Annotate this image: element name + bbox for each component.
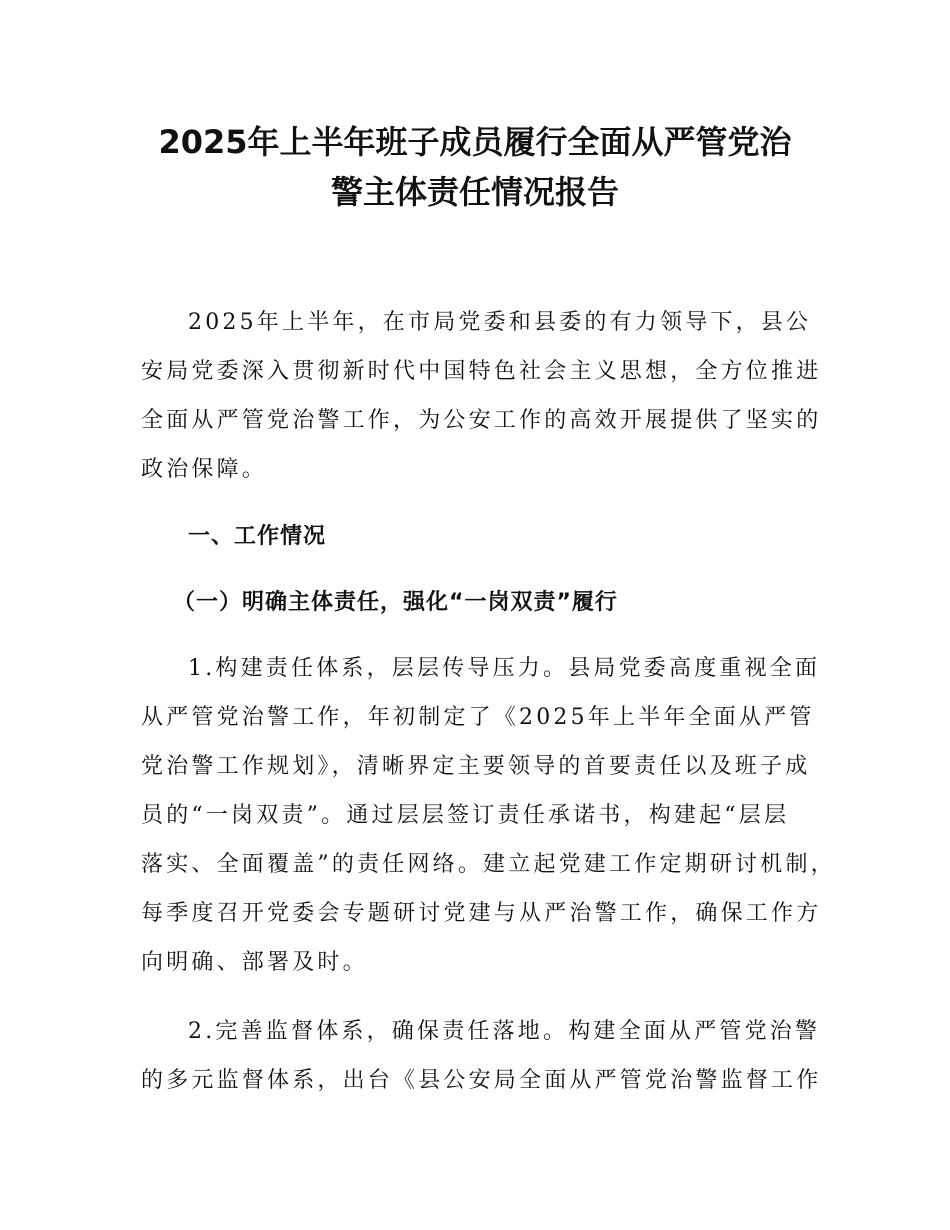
item1-line-2: 从严管党治警工作，年初制定了《2025年上半年全面从严管 (141, 705, 815, 730)
intro-line-2: 安局党委深入贯彻新时代中国特色社会主义思想，全方位推进 (141, 359, 822, 384)
subsection-heading-responsibility: （一）明确主体责任，强化“一岗双责”履行 (173, 590, 618, 615)
document-title-line-1: 2025年上半年班子成员履行全面从严管党治 (158, 123, 792, 161)
item2-line-1: 2.完善监督体系，确保责任落地。构建全面从严管党治警 (188, 1019, 821, 1044)
item1-line-5: 落实、全面覆盖”的责任网络。建立起党建工作定期研讨机制， (141, 852, 836, 877)
intro-line-3: 全面从严管党治警工作，为公安工作的高效开展提供了坚实的 (141, 408, 822, 433)
item1-line-1: 1.构建责任体系，层层传导压力。县局党委高度重视全面 (188, 656, 821, 681)
intro-line-1: 2025年上半年，在市局党委和县委的有力领导下，县公 (188, 310, 812, 335)
item2-line-2: 的多元监督体系，出台《县公安局全面从严管党治警监督工作 (141, 1068, 822, 1093)
intro-line-4: 政治保障。 (141, 457, 268, 482)
item1-line-7: 向明确、部署及时。 (141, 950, 368, 975)
item1-line-4: 员的“一岗双责”。通过层层签订责任承诺书，构建起“层层 (141, 803, 790, 828)
item1-line-6: 每季度召开党委会专题研讨党建与从严治警工作，确保工作方 (141, 901, 822, 926)
section-heading-work-status: 一、工作情况 (188, 524, 327, 549)
item1-line-3: 党治警工作规划》，清晰界定主要领导的首要责任以及班子成 (141, 754, 811, 779)
document-title-line-2: 警主体责任情况报告 (330, 173, 619, 211)
